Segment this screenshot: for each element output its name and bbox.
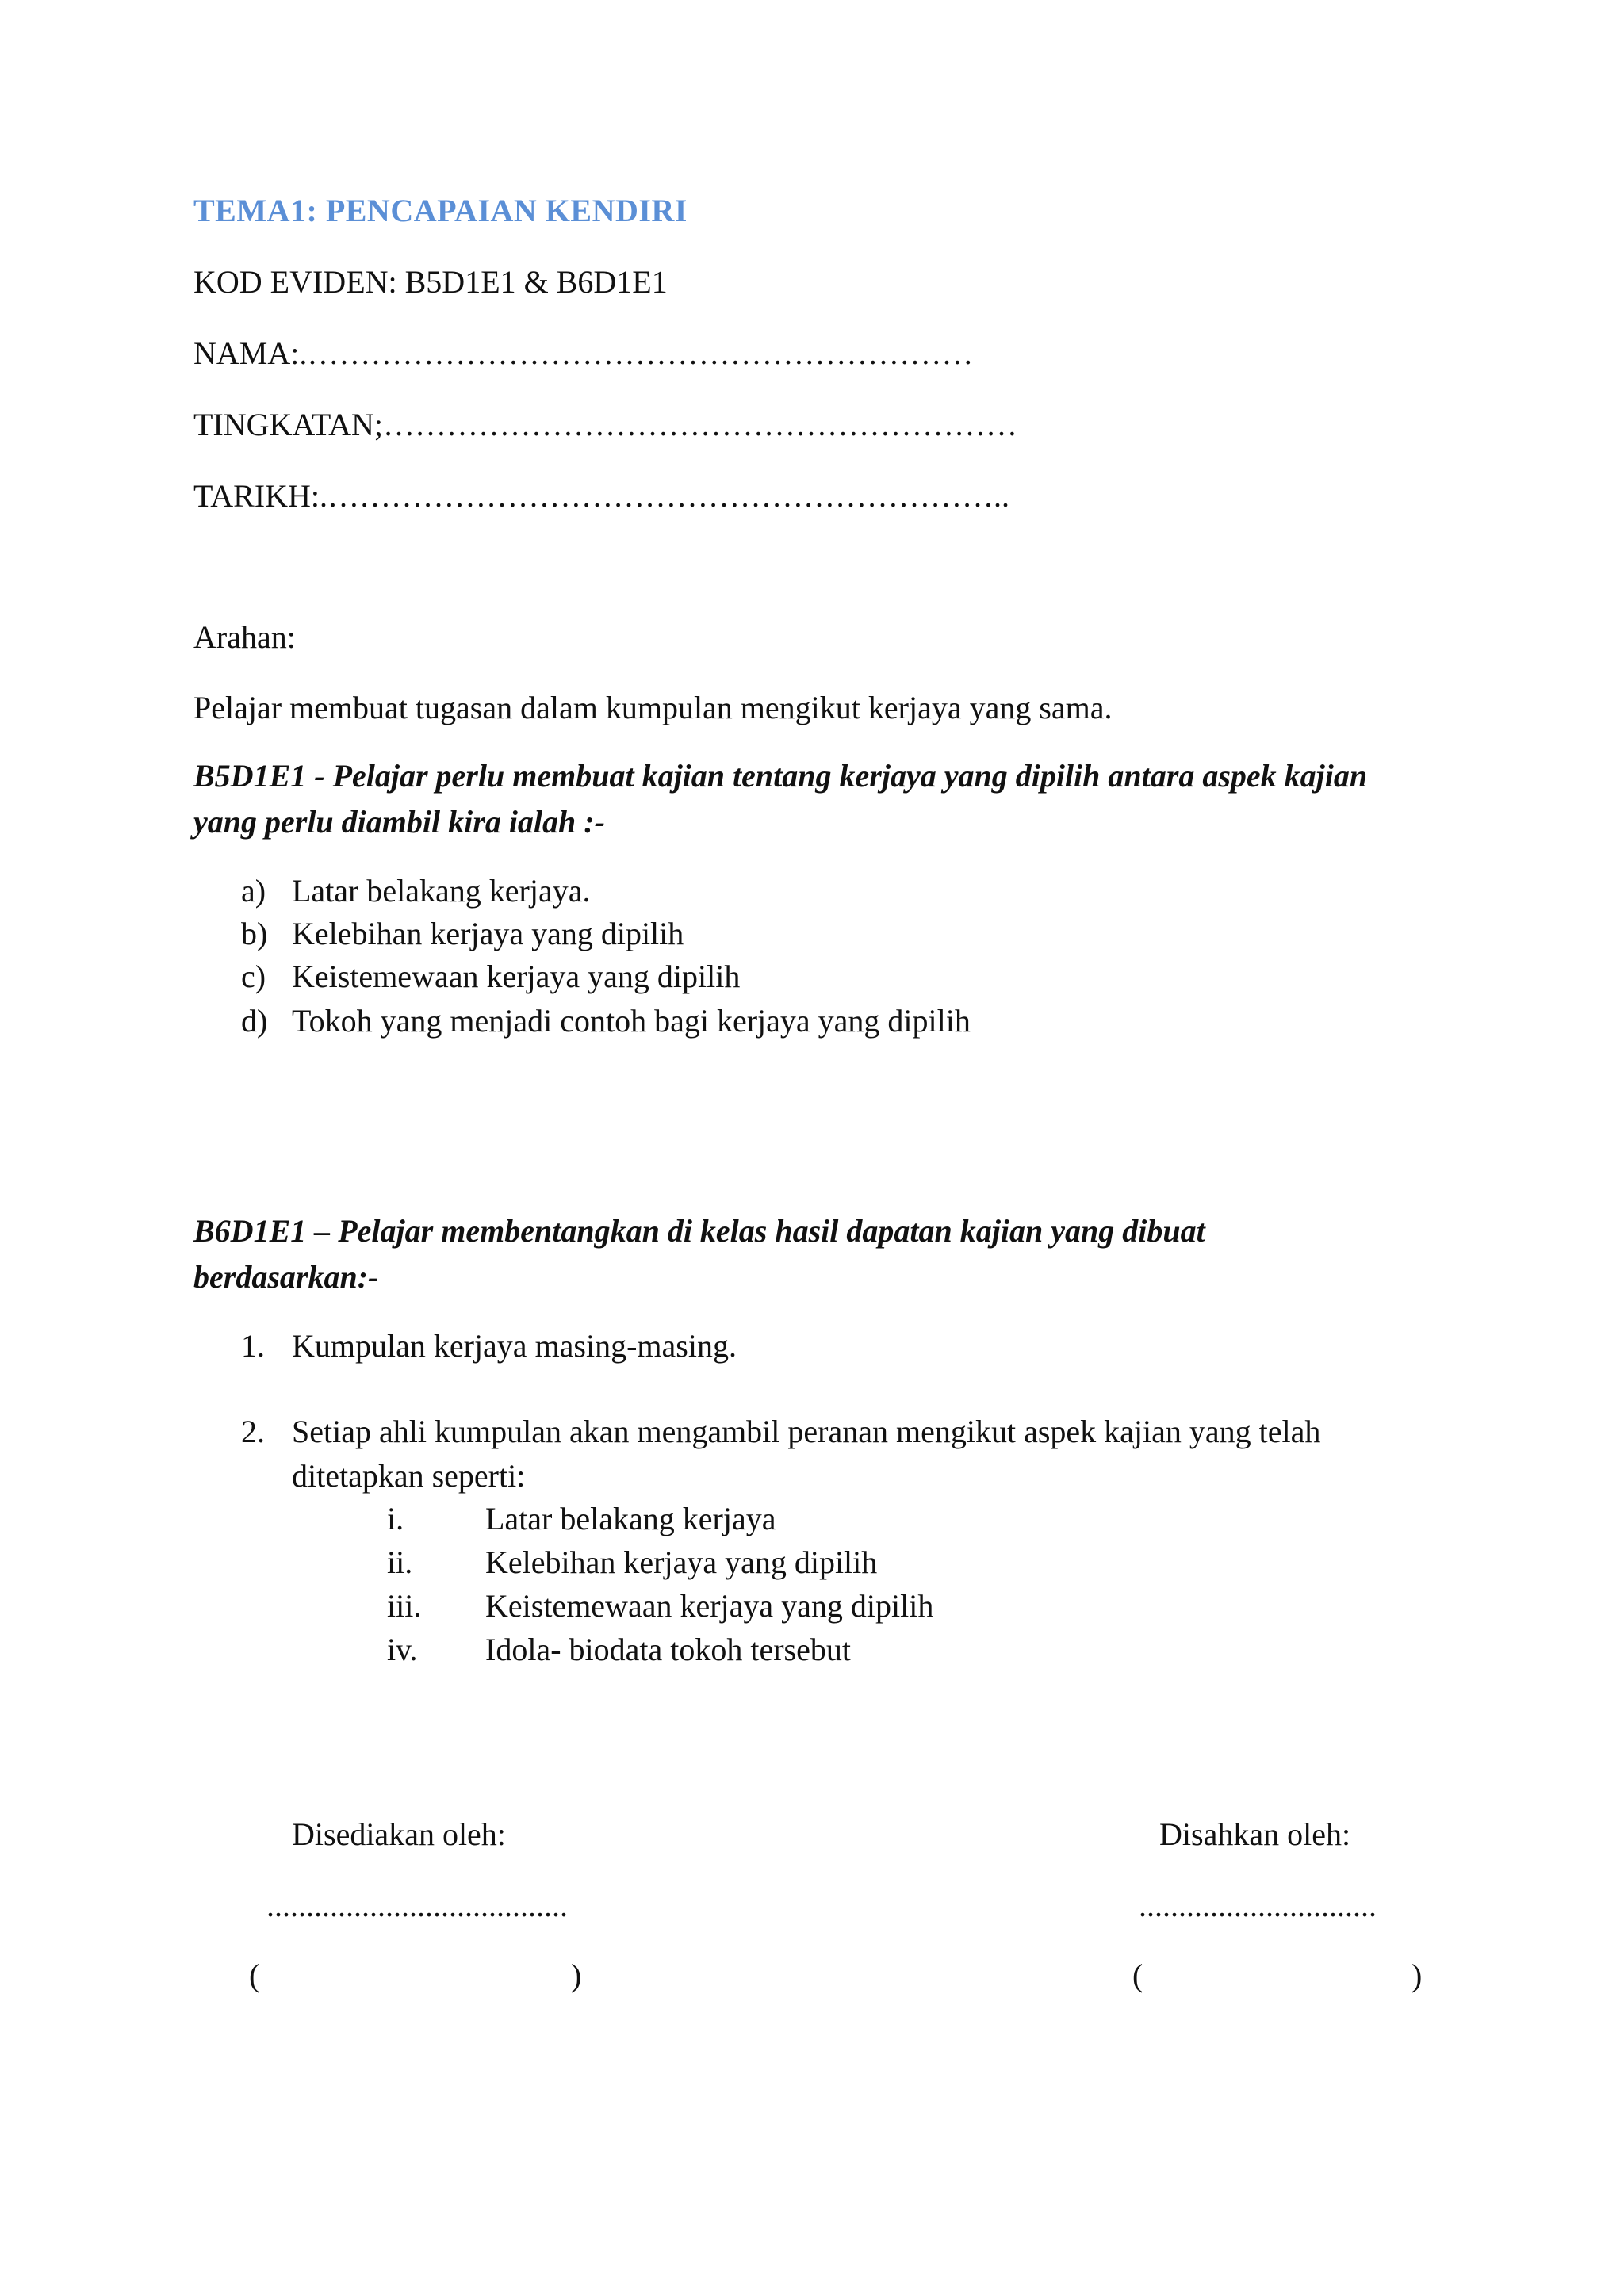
approved-by-signature-line: .............................. (1139, 1888, 1377, 1923)
prepared-by-label: Disediakan oleh: (292, 1816, 506, 1852)
prepared-by-name-open: ( (249, 1957, 260, 1993)
list-item: Keistemewaan kerjaya yang dipilih (292, 959, 741, 994)
arahan-label: Arahan: (193, 619, 296, 655)
approved-by-name-close: ) (1411, 1957, 1423, 1993)
list-item-marker: b) (241, 916, 268, 951)
approved-by-label: Disahkan oleh: (1159, 1816, 1351, 1852)
arahan-text: Pelajar membuat tugasan dalam kumpulan mengikut kerjaya yang sama. (193, 690, 1113, 725)
list-item-marker: 1. (241, 1328, 265, 1364)
approved-by-name-open: ( (1132, 1957, 1143, 1993)
list-item: Kelebihan kerjaya yang dipilih (292, 916, 684, 951)
prepared-by-name-close: ) (571, 1957, 582, 1993)
list-item: Tokoh yang menjadi contoh bagi kerjaya yang dipilih (292, 1003, 971, 1039)
b6-heading-line2: berdasarkan:- (193, 1259, 379, 1295)
list-item-marker: a) (241, 873, 266, 909)
sublist-item-marker: i. (387, 1501, 404, 1536)
list-item-marker: 2. (241, 1414, 265, 1449)
sublist-item-marker: ii. (387, 1544, 413, 1580)
list-item-marker: c) (241, 959, 266, 994)
list-item: Setiap ahli kumpulan akan mengambil peranan mengikut aspek kajian yang telah (292, 1414, 1321, 1449)
list-item: Latar belakang kerjaya. (292, 873, 591, 909)
sublist-item: Keistemewaan kerjaya yang dipilih (485, 1588, 934, 1624)
sublist-item: Latar belakang kerjaya (485, 1501, 776, 1536)
kod-eviden: KOD EVIDEN: B5D1E1 & B6D1E1 (193, 264, 668, 300)
sublist-item: Kelebihan kerjaya yang dipilih (485, 1544, 878, 1580)
tarikh-field: TARIKH:.……………………………………………………….. (193, 478, 1010, 514)
b5-heading-line1: B5D1E1 - Pelajar perlu membuat kajian tentang kerjaya yang dipilih antara aspek kajian (193, 758, 1368, 794)
b6-heading-line1: B6D1E1 – Pelajar membentangkan di kelas hasil dapatan kajian yang dibuat (193, 1213, 1205, 1249)
sublist-item: Idola- biodata tokoh tersebut (485, 1632, 851, 1667)
list-item: Kumpulan kerjaya masing-masing. (292, 1328, 737, 1364)
sublist-item-marker: iv. (387, 1632, 418, 1667)
list-item-continuation: ditetapkan seperti: (292, 1458, 526, 1494)
b5-heading-line2: yang perlu diambil kira ialah :- (193, 804, 605, 840)
document-title: TEMA1: PENCAPAIAN KENDIRI (193, 193, 688, 228)
sublist-item-marker: iii. (387, 1588, 422, 1624)
list-item-marker: d) (241, 1003, 268, 1039)
prepared-by-signature-line: ...................................... (266, 1888, 568, 1923)
nama-field: NAMA:.……………………………………………………… (193, 335, 974, 371)
tingkatan-field: TINGKATAN;…………………………………………………… (193, 407, 1017, 442)
